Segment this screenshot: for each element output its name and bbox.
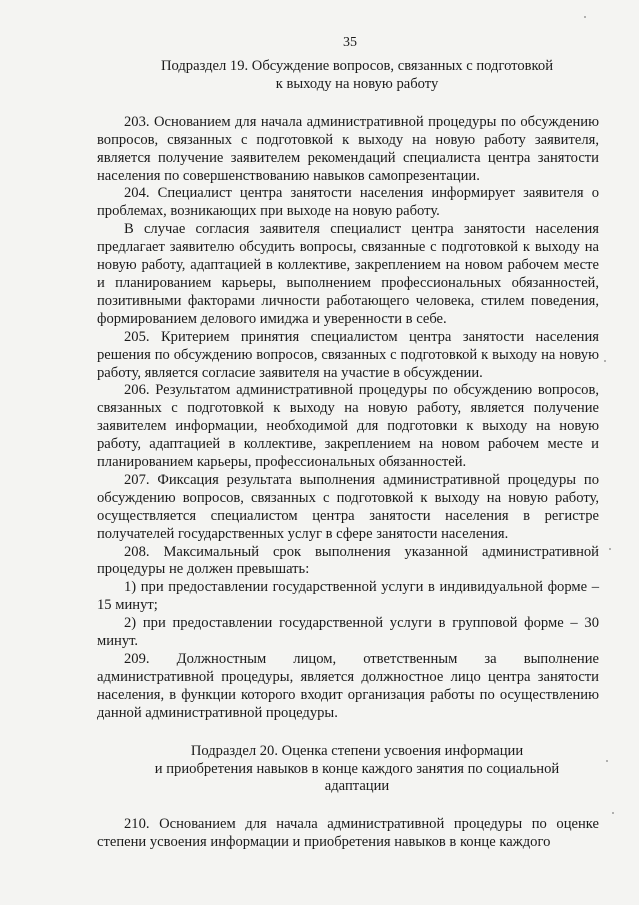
subsection-20-heading <box>97 743 599 797</box>
paragraph-204-consent: В случае согласия заявителя специалист центра занятости населения предлагает заявителю обсудить вопросы, связанные с подготовкой к выходу на новую работу, адаптацией в коллективе, закреплением на новом рабочем месте и планированием карьеры, выполнением профессиональных обязанностей, позитивными факторами личности работающего человека, стилем поведения, формированием делового имиджа и уверенности в себе. <box>97 221 599 327</box>
subsection-20-heading-line-3: адаптации <box>324 778 390 795</box>
subsection-19-heading <box>97 58 599 94</box>
subsection-20-heading-line-1: Подраздел 20. Оценка степени усвоения информации <box>190 742 524 759</box>
paragraph-210: 210. Основанием для начала административной процедуры по оценке степени усвоения информации и приобретения навыков в конце каждого <box>97 816 599 851</box>
paragraph-209: 209. Должностным лицом, ответственным за выполнение административной процедуры, является должностное лицо центра занятости населения, в функции которого входит организация работы по осуществлению данной административной процедуры. <box>97 651 599 721</box>
paragraph-208-item-1: 1) при предоставлении государственной услуги в индивидуальной форме – 15 минут; <box>97 579 599 614</box>
subsection-20-body <box>97 816 599 852</box>
paragraph-207: 207. Фиксация результата выполнения административной процедуры по обсуждению вопросов, связанных с подготовкой к выходу на новую работу, осуществляется специалистом центра занятости населения в регистре получателей государственных услуг в сфере занятости населения. <box>97 471 599 542</box>
scan-speck <box>612 812 614 814</box>
paragraph-208: 208. Максимальный срок выполнения указанной административной процедуры не должен превышать: <box>97 543 599 578</box>
subsection-19-body <box>97 114 599 723</box>
subsection-20-heading-line-2: и приобретения навыков в конце каждого занятия по социальной <box>154 760 560 777</box>
scan-speck <box>606 760 608 762</box>
paragraph-206: 206. Результатом административной процедуры по обсуждению вопросов, связанных с подготовкой к выходу на новую работу, является получение заявителем информации, необходимой для подготовки к выходу на новую работу, адаптацией в коллективе, закреплением на новом рабочем месте и планированием карьеры, профессиональных обязанностей. <box>97 382 599 471</box>
subsection-19-heading-line-1: Подраздел 19. Обсуждение вопросов, связанных с подготовкой <box>160 58 554 74</box>
scan-speck <box>609 548 611 550</box>
subsection-19-heading-line-2: к выходу на новую работу <box>275 75 439 92</box>
page-number: 35 <box>343 35 357 50</box>
paragraph-205: 205. Критерием принятия специалистом центра занятости населения решения по обсуждению вопросов, связанных с подготовкой к выходу на новую работу, является согласие заявителя на участие в обсуждении. <box>97 328 599 381</box>
scan-speck <box>604 360 606 362</box>
scan-speck <box>584 16 586 18</box>
paragraph-204: 204. Специалист центра занятости населения информирует заявителя о проблемах, возникающих при выходе на новую работу. <box>97 185 599 220</box>
paragraph-203: 203. Основанием для начала административной процедуры по обсуждению вопросов, связанных с подготовкой к выходу на новую работу заявителя, является получение заявителем рекомендаций специалиста центра занятости населения по совершенствованию навыков самопрезентации. <box>97 113 599 184</box>
document-page <box>97 34 599 852</box>
paragraph-208-item-2: 2) при предоставлении государственной услуги в групповой форме – 30 минут. <box>97 615 599 650</box>
